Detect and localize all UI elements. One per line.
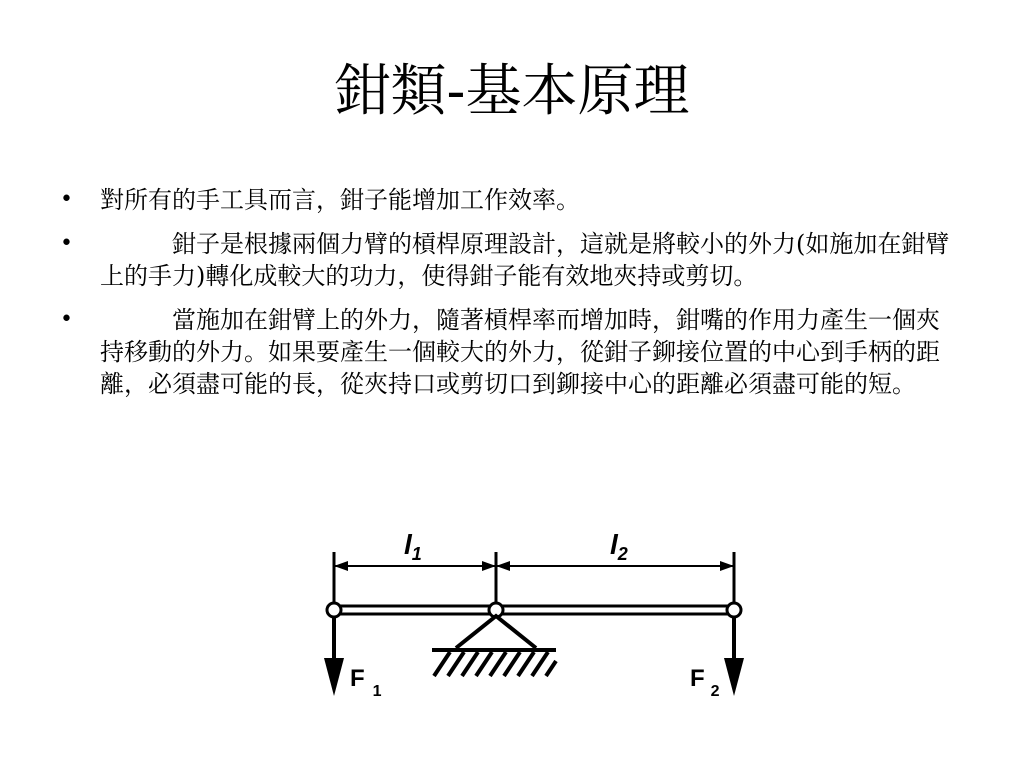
bullet-text: 對所有的手工具而言，鉗子能增加工作效率。 <box>100 186 580 214</box>
right-joint <box>727 603 741 617</box>
bullet-marker: • <box>60 307 73 332</box>
bullet-list <box>56 184 956 412</box>
dimension-arrow-l2-left <box>496 561 510 571</box>
fulcrum-support <box>456 616 536 648</box>
bullet-item <box>56 184 956 216</box>
force-f2-arrowhead <box>724 658 744 696</box>
label-l1: $l_1$ <box>404 529 422 564</box>
lever-diagram <box>310 520 760 710</box>
bullet-marker: • <box>60 231 73 256</box>
label-l2: $l_2$ <box>610 529 628 564</box>
label-f2: F $_2$ <box>690 665 720 700</box>
bullet-text: 鉗子是根據兩個力臂的槓桿原理設計，這就是將較小的外力(如施加在鉗臂上的手力)轉化成較大的功力，使得鉗子能有效地夾持或剪切。 <box>100 230 950 290</box>
ground-hatching <box>434 652 556 676</box>
bullet-item <box>56 304 956 400</box>
label-f1: F $_1$ <box>350 665 382 700</box>
dimension-arrow-l1-left <box>334 561 348 571</box>
bullet-text: 當施加在鉗臂上的外力，隨著槓桿率而增加時，鉗嘴的作用力產生一個夾持移動的外力。如果要產生一個較大的外力，從鉗子鉚接位置的中心到手柄的距離，必須盡可能的長，從夾持口或剪切口到鉚接中心的距離必須盡可能的短。 <box>100 306 940 398</box>
bullet-marker: • <box>60 187 73 212</box>
slide-title: 鉗類-基本原理 <box>334 59 690 124</box>
bullet-item <box>56 228 956 292</box>
dimension-arrow-l2-right <box>720 561 734 571</box>
dimension-arrow-l1-right <box>482 561 496 571</box>
force-f1-arrowhead <box>324 658 344 696</box>
left-joint <box>327 603 341 617</box>
